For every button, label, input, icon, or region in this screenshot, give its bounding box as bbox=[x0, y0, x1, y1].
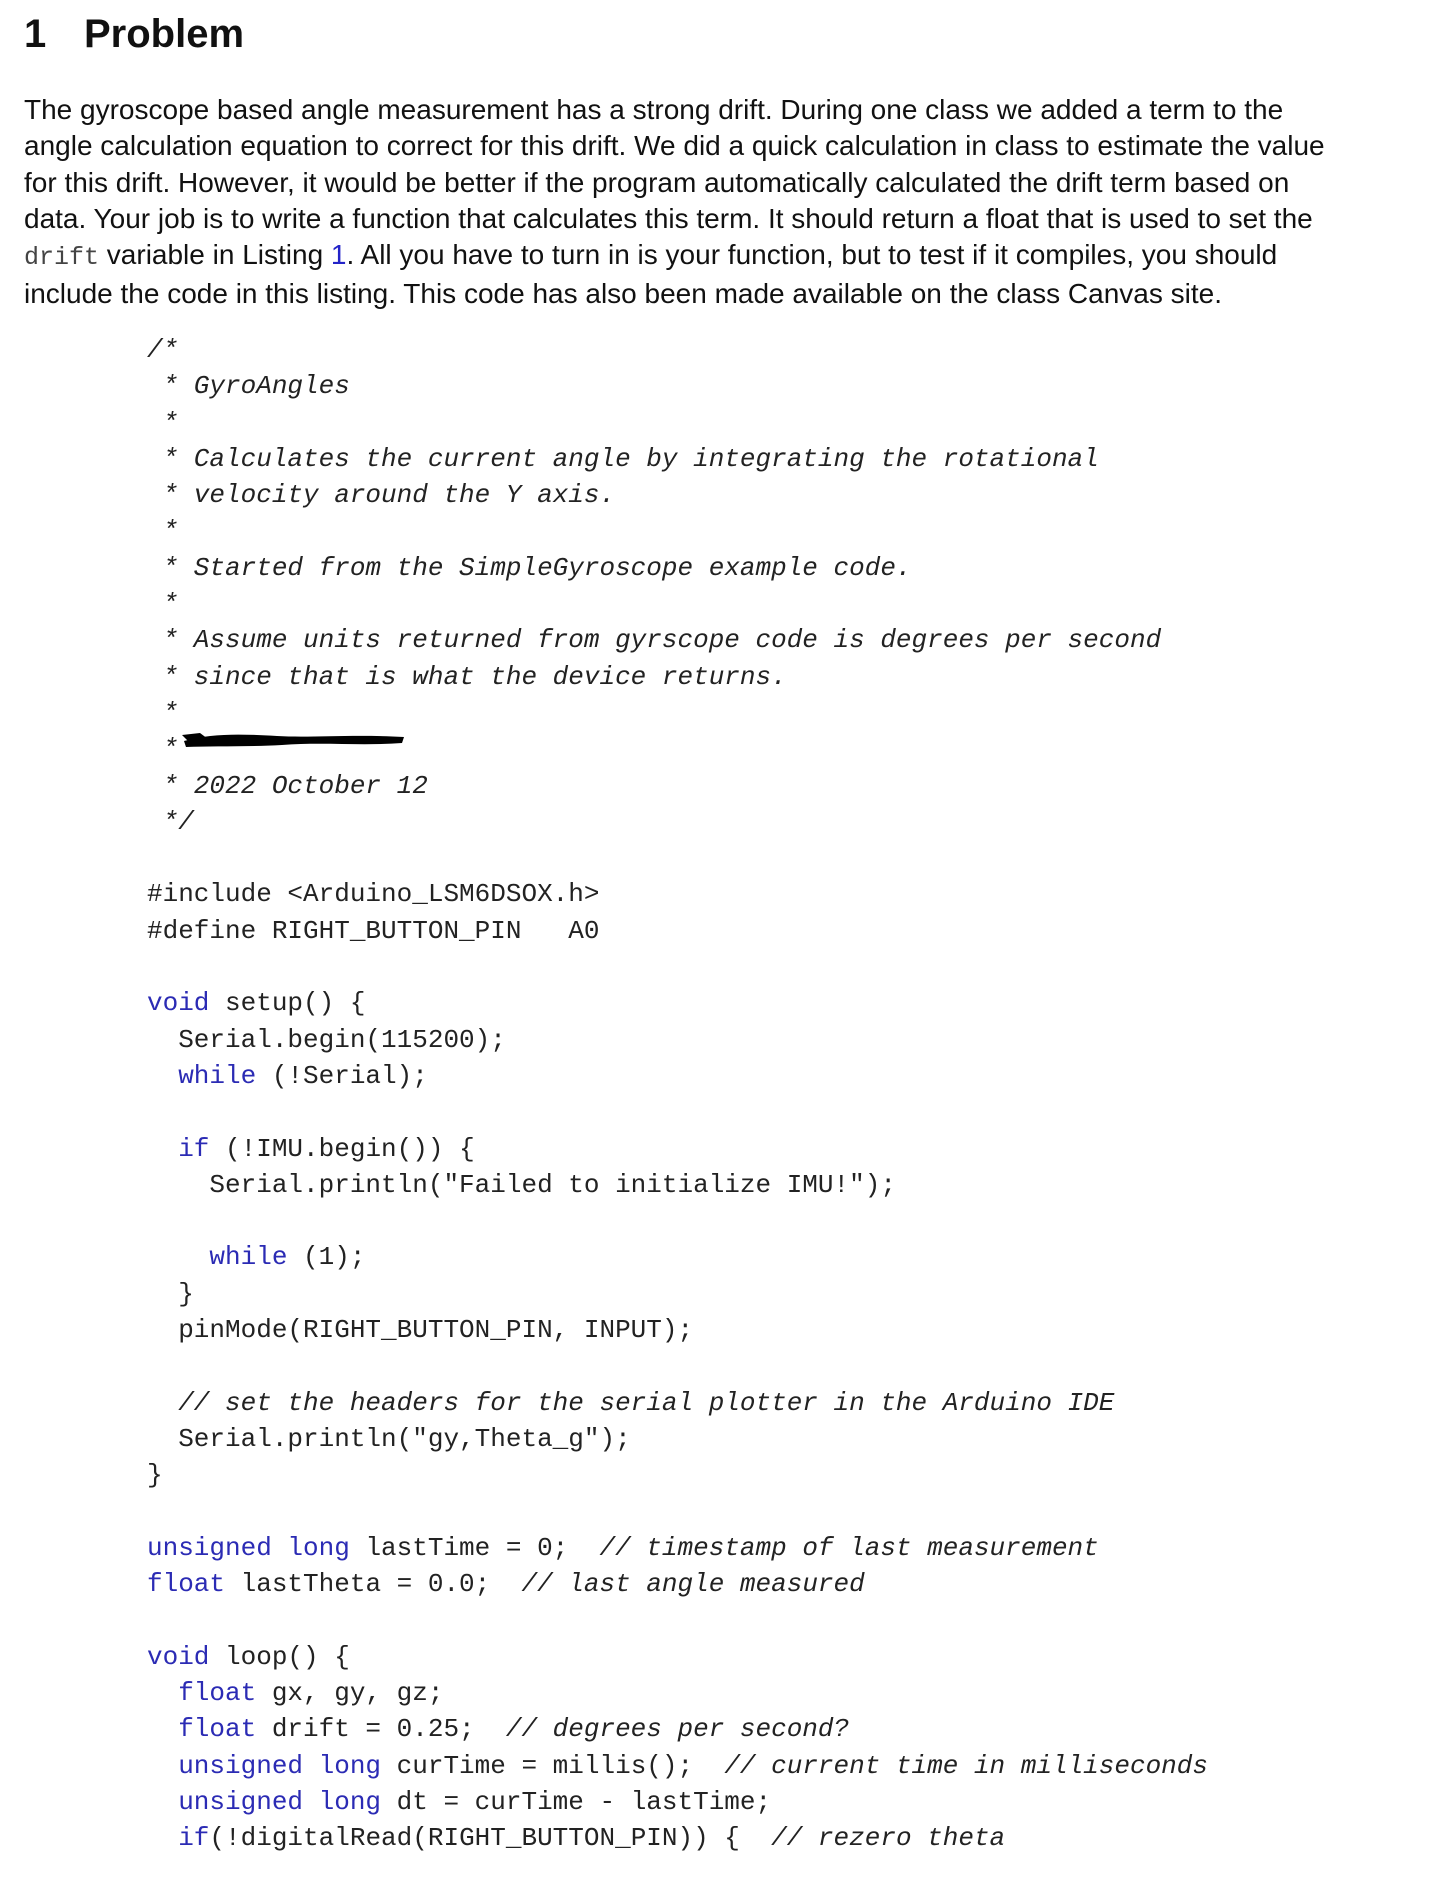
code-keyword: void bbox=[147, 1641, 210, 1672]
paragraph-line: include the code in this listing. This code has also been made available on the class Canvas site. bbox=[24, 278, 1222, 310]
code-line: Serial.println("gy,Theta_g"); bbox=[147, 1423, 631, 1454]
paragraph-text: . All you have to turn in is your function, but to test if it compiles, you should bbox=[346, 239, 1278, 271]
code-blank-line bbox=[147, 1203, 1208, 1239]
code-text: gx, gy, gz; bbox=[256, 1677, 444, 1708]
code-line bbox=[147, 1058, 1208, 1094]
code-line bbox=[147, 1530, 1208, 1566]
code-line bbox=[147, 985, 1208, 1021]
code-line bbox=[147, 1711, 1208, 1747]
code-blank-line bbox=[147, 1602, 1208, 1638]
code-line bbox=[147, 1639, 1208, 1675]
code-keyword: while bbox=[147, 1242, 288, 1273]
code-blank-line bbox=[147, 949, 1208, 985]
section-number: 1 bbox=[24, 12, 47, 56]
code-text: drift = 0.25; bbox=[256, 1714, 506, 1745]
code-blank-line bbox=[147, 1348, 1208, 1384]
code-keyword: while bbox=[147, 1060, 257, 1091]
code-line: #define RIGHT_BUTTON_PIN A0 bbox=[147, 915, 600, 946]
code-line: pinMode(RIGHT_BUTTON_PIN, INPUT); bbox=[147, 1315, 694, 1346]
code-text: (!Serial); bbox=[256, 1060, 428, 1091]
paragraph-line: angle calculation equation to correct for this drift. We did a quick calculation in class to estimate the value bbox=[24, 130, 1325, 162]
code-comment: * Started from the SimpleGyroscope example code. bbox=[147, 552, 912, 583]
code-comment: // degrees per second? bbox=[505, 1714, 850, 1745]
paragraph-text: variable in Listing bbox=[99, 239, 331, 271]
code-comment: * bbox=[147, 407, 179, 438]
code-text: lastTheta = 0.0; bbox=[225, 1569, 522, 1600]
code-line: Serial.begin(115200); bbox=[147, 1024, 506, 1055]
problem-paragraph bbox=[24, 92, 1414, 313]
code-keyword: void bbox=[147, 988, 210, 1019]
code-comment: * bbox=[147, 516, 179, 547]
code-comment: * 2022 October 12 bbox=[147, 770, 428, 801]
code-keyword: float bbox=[147, 1569, 226, 1600]
code-comment: * bbox=[147, 697, 179, 728]
code-comment: // set the headers for the serial plotter in the Arduino IDE bbox=[147, 1387, 1115, 1418]
code-comment: * bbox=[147, 734, 179, 765]
code-blank-line bbox=[147, 1494, 1208, 1530]
code-comment: */ bbox=[147, 806, 194, 837]
section-title: Problem bbox=[84, 12, 245, 56]
code-line bbox=[147, 1675, 1208, 1711]
code-line bbox=[147, 1131, 1208, 1167]
code-text: curTime = millis(); bbox=[381, 1750, 725, 1781]
code-comment: * Assume units returned from gyrscope code is degrees per second bbox=[147, 625, 1162, 656]
code-line bbox=[147, 1239, 1208, 1275]
paragraph-line: data. Your job is to write a function that calculates this term. It should return a float that is used to set the bbox=[24, 202, 1313, 234]
code-comment: * GyroAngles bbox=[147, 371, 350, 402]
code-comment: * velocity around the Y axis. bbox=[147, 480, 616, 511]
code-line bbox=[147, 1820, 1208, 1856]
redaction-scribble bbox=[182, 731, 406, 749]
code-keyword: float bbox=[147, 1677, 257, 1708]
code-line bbox=[147, 1566, 1208, 1602]
section-heading bbox=[24, 12, 244, 57]
code-text: dt = curTime - lastTime; bbox=[381, 1786, 772, 1817]
code-text: setup() { bbox=[209, 988, 366, 1019]
code-text: (!digitalRead(RIGHT_BUTTON_PIN)) { bbox=[209, 1823, 772, 1854]
paragraph-line bbox=[24, 237, 1414, 276]
code-text: (1); bbox=[287, 1242, 366, 1273]
code-blank-line bbox=[147, 840, 1208, 876]
code-keyword: if bbox=[147, 1133, 210, 1164]
code-comment: // timestamp of last measurement bbox=[599, 1532, 1099, 1563]
code-comment: * Calculates the current angle by integrating the rotational bbox=[147, 443, 1099, 474]
code-comment: // last angle measured bbox=[521, 1569, 865, 1600]
code-line: Serial.println("Failed to initialize IMU!"); bbox=[147, 1169, 896, 1200]
code-line: } bbox=[147, 1278, 194, 1309]
code-comment: // current time in milliseconds bbox=[724, 1750, 1208, 1781]
inline-code-drift: drift bbox=[24, 243, 100, 273]
code-line bbox=[147, 1784, 1208, 1820]
code-keyword: if bbox=[147, 1823, 210, 1854]
code-line bbox=[147, 1748, 1208, 1784]
code-text: lastTime = 0; bbox=[349, 1532, 600, 1563]
code-line: } bbox=[147, 1460, 163, 1491]
code-blank-line bbox=[147, 1094, 1208, 1130]
code-line: #include <Arduino_LSM6DSOX.h> bbox=[147, 879, 600, 910]
code-text: loop() { bbox=[209, 1641, 350, 1672]
code-keyword: unsigned long bbox=[147, 1750, 382, 1781]
code-comment: * bbox=[147, 589, 179, 620]
code-text: (!IMU.begin()) { bbox=[209, 1133, 475, 1164]
code-comment: // rezero theta bbox=[771, 1823, 1006, 1854]
code-listing bbox=[147, 332, 1208, 1856]
code-comment: * since that is what the device returns. bbox=[147, 661, 787, 692]
paragraph-line: The gyroscope based angle measurement has a strong drift. During one class we added a term to the bbox=[24, 94, 1284, 125]
listing-reference-link[interactable]: 1 bbox=[330, 239, 347, 271]
code-keyword: float bbox=[147, 1714, 257, 1745]
code-keyword: unsigned long bbox=[147, 1532, 350, 1563]
paragraph-line: for this drift. However, it would be better if the program automatically calculated the drift term based on bbox=[24, 166, 1290, 198]
code-keyword: unsigned long bbox=[147, 1786, 382, 1817]
code-comment: /* bbox=[147, 335, 179, 365]
